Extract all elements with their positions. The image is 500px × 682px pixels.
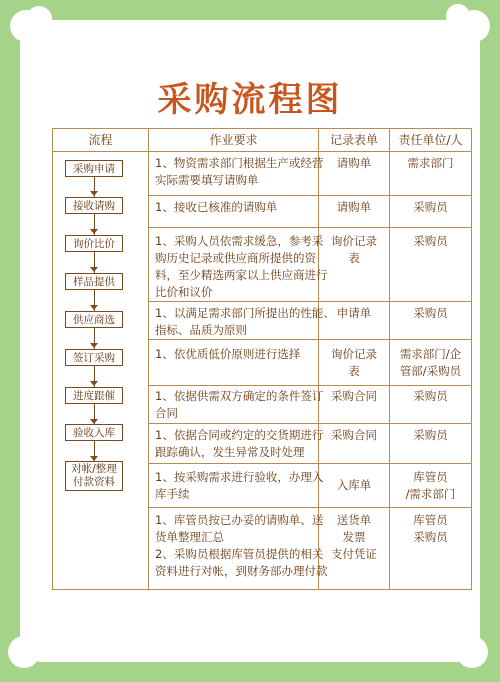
page-title: 采购流程图 (157, 80, 343, 120)
responsible-cell: 采购员 (413, 234, 448, 248)
responsible-cell: 需求部门/企 管部/采购员 (399, 347, 462, 378)
flow-arrow (90, 381, 98, 386)
requirement-cell: 1、按采购需求进行验收，办理入 库手续 (155, 470, 324, 501)
requirement-cell: 1、物资需求部门根据生产或经营 实际需要填写请购单 (155, 156, 324, 187)
row-divider (149, 301, 471, 302)
responsible-cell: 采购员 (413, 428, 448, 442)
flow-arrow (90, 343, 98, 348)
corner-cloud-decoration (456, 636, 488, 668)
record-cell: 申请单 (336, 306, 372, 320)
responsible-cell: 库管员 采购员 (413, 513, 448, 544)
record-cell: 请购单 (336, 200, 372, 214)
flow-step: 签订采购 (65, 349, 123, 366)
row-divider (149, 463, 471, 464)
row-divider (149, 339, 471, 340)
flow-step: 验收入库 (65, 424, 123, 441)
requirement-cell: 1、库管员按已办妥的请购单、送 货单整理汇总 2、采购员根据库管员提供的相关 资料进行对帐，到财务部办理付款 (155, 513, 328, 578)
row-divider (149, 195, 471, 196)
flow-arrow (90, 191, 98, 196)
requirement-cell: 1、依据合同或约定的交货期进行 跟踪确认，发生异常及时处理 (155, 428, 324, 459)
row-divider (53, 151, 471, 152)
flow-step: 接收请购 (65, 197, 123, 214)
flow-arrow (90, 267, 98, 272)
row-divider (149, 385, 471, 386)
corner-cloud-decoration (8, 636, 40, 668)
row-divider (149, 507, 471, 508)
requirement-cell: 1、接收已核准的请购单 (155, 200, 278, 214)
procurement-table (52, 128, 472, 590)
flow-arrow (90, 305, 98, 310)
header-responsible: 责任单位/人 (398, 133, 463, 147)
column-divider (148, 129, 149, 589)
header-flow: 流程 (88, 133, 113, 147)
flow-step: 进度跟催 (65, 387, 123, 404)
responsible-cell: 需求部门 (407, 156, 454, 170)
responsible-cell: 采购员 (413, 200, 448, 214)
header-record: 记录表单 (329, 133, 378, 147)
flow-step: 采购申请 (65, 160, 123, 177)
record-cell: 询价记录 表 (331, 347, 377, 378)
record-cell: 采购合同 (331, 389, 377, 403)
record-cell: 入库单 (336, 478, 372, 492)
responsible-cell: 库管员 /需求部门 (405, 470, 456, 501)
requirement-cell: 1、采购人员依需求缓急，参考采 购历史记录或供应商所提供的资 料，至少精选两家以上供应商进行 比价和议价 (155, 234, 328, 299)
corner-cloud-decoration (26, 6, 52, 32)
requirement-cell: 1、依据供需双方确定的条件签订 合同 (155, 389, 324, 420)
responsible-cell: 采购员 (413, 306, 448, 320)
record-cell: 请购单 (336, 156, 372, 170)
requirement-cell: 1、依优质低价原则进行选择 (155, 347, 301, 361)
corner-cloud-decoration (446, 4, 470, 28)
flow-step: 供应商选 (65, 311, 123, 328)
row-divider (149, 227, 471, 228)
flow-arrow (90, 229, 98, 234)
record-cell: 送货单 发票 支付凭证 (331, 513, 377, 561)
requirement-cell: 1、以满足需求部门所提出的性能、 指标、品质为原则 (155, 306, 335, 337)
record-cell: 询价记录 表 (331, 234, 377, 265)
responsible-cell: 采购员 (413, 389, 448, 403)
header-requirement: 作业要求 (209, 133, 258, 147)
flow-step: 询价比价 (65, 235, 123, 252)
flow-step: 样品提供 (65, 273, 123, 290)
record-cell: 采购合同 (331, 428, 377, 442)
row-divider (149, 423, 471, 424)
flow-step: 对帐/整理付款资料 (65, 461, 123, 491)
